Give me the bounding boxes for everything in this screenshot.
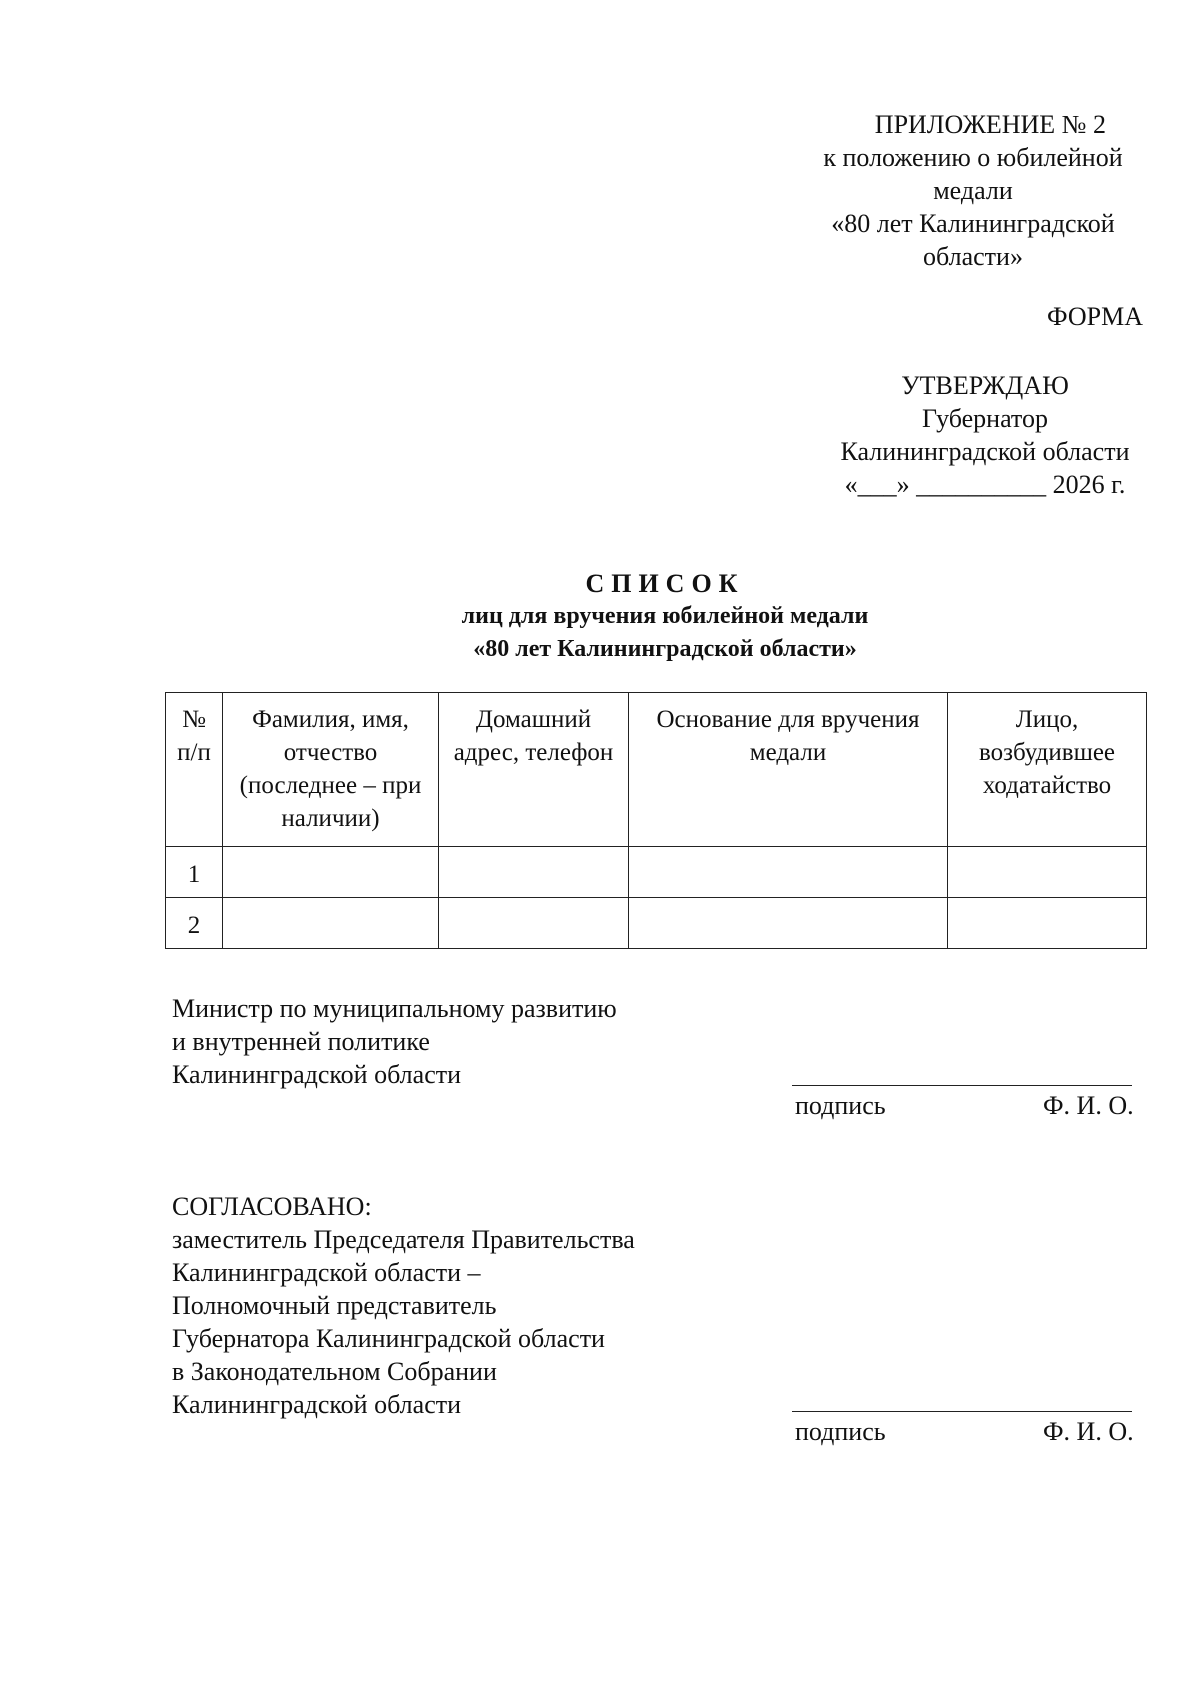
column-header-number: № п/п	[166, 693, 223, 847]
column-header-full-name: Фамилия, имя, отчество (последнее – при наличии)	[223, 693, 439, 847]
column-header-petitioner: Лицо, возбудившее ходатайство	[948, 693, 1147, 847]
appendix-title: ПРИЛОЖЕНИЕ № 2	[874, 110, 1106, 139]
minister-signature-label: подпись	[795, 1091, 886, 1120]
minister-name-label: Ф. И. О.	[1043, 1091, 1134, 1120]
agreed-line: Губернатора Калининградской области	[172, 1324, 605, 1353]
agreed-line: Полномочный представитель	[172, 1291, 497, 1320]
minister-line: и внутренней политике	[172, 1027, 430, 1056]
appendix-line: к положению о юбилейной	[823, 143, 1123, 172]
title-line-1: лиц для вручения юбилейной медали	[461, 603, 869, 629]
cell-number: 1	[166, 847, 223, 898]
agreed-line: Калининградской области	[172, 1390, 462, 1419]
cell-award-basis	[629, 847, 948, 898]
agreed-signature-label: подпись	[795, 1417, 886, 1446]
agreed-signature-line	[792, 1411, 1132, 1412]
cell-number: 2	[166, 898, 223, 949]
column-header-address-phone: Домашний адрес, телефон	[439, 693, 629, 847]
document-title	[0, 568, 1200, 666]
cell-petitioner	[948, 898, 1147, 949]
column-header-award-basis: Основание для вручения медали	[629, 693, 948, 847]
approval-block	[820, 369, 1150, 501]
agreed-line: заместитель Председателя Правительства	[172, 1225, 635, 1254]
appendix-line: области»	[923, 242, 1023, 271]
table-row	[166, 898, 1147, 949]
cell-address-phone	[439, 847, 629, 898]
title-main: СПИСОК	[585, 569, 745, 598]
approval-heading: УТВЕРЖДАЮ	[901, 371, 1069, 400]
cell-address-phone	[439, 898, 629, 949]
agreed-heading: СОГЛАСОВАНО:	[172, 1192, 372, 1221]
title-line-2: «80 лет Калининградской области»	[473, 636, 857, 662]
cell-full-name	[223, 898, 439, 949]
minister-block	[172, 992, 617, 1091]
approval-date-line: «___» __________ 2026 г.	[844, 470, 1126, 499]
appendix-line: медали	[933, 176, 1013, 205]
form-label: ФОРМА	[1047, 302, 1143, 331]
recipients-table	[165, 692, 1147, 949]
minister-line: Министр по муниципальному развитию	[172, 994, 617, 1023]
agreed-block	[172, 1190, 635, 1421]
cell-award-basis	[629, 898, 948, 949]
approval-position: Губернатор	[922, 404, 1048, 433]
agreed-name-label: Ф. И. О.	[1043, 1417, 1134, 1446]
approval-region: Калининградской области	[840, 437, 1130, 466]
cell-petitioner	[948, 847, 1147, 898]
minister-signature-line	[792, 1085, 1132, 1086]
minister-line: Калининградской области	[172, 1060, 462, 1089]
table-row	[166, 847, 1147, 898]
table-header-row	[166, 693, 1147, 847]
agreed-line: в Законодательном Собрании	[172, 1357, 497, 1386]
cell-full-name	[223, 847, 439, 898]
agreed-line: Калининградской области –	[172, 1258, 481, 1287]
appendix-header	[803, 108, 1143, 273]
appendix-line: «80 лет Калининградской	[831, 209, 1115, 238]
